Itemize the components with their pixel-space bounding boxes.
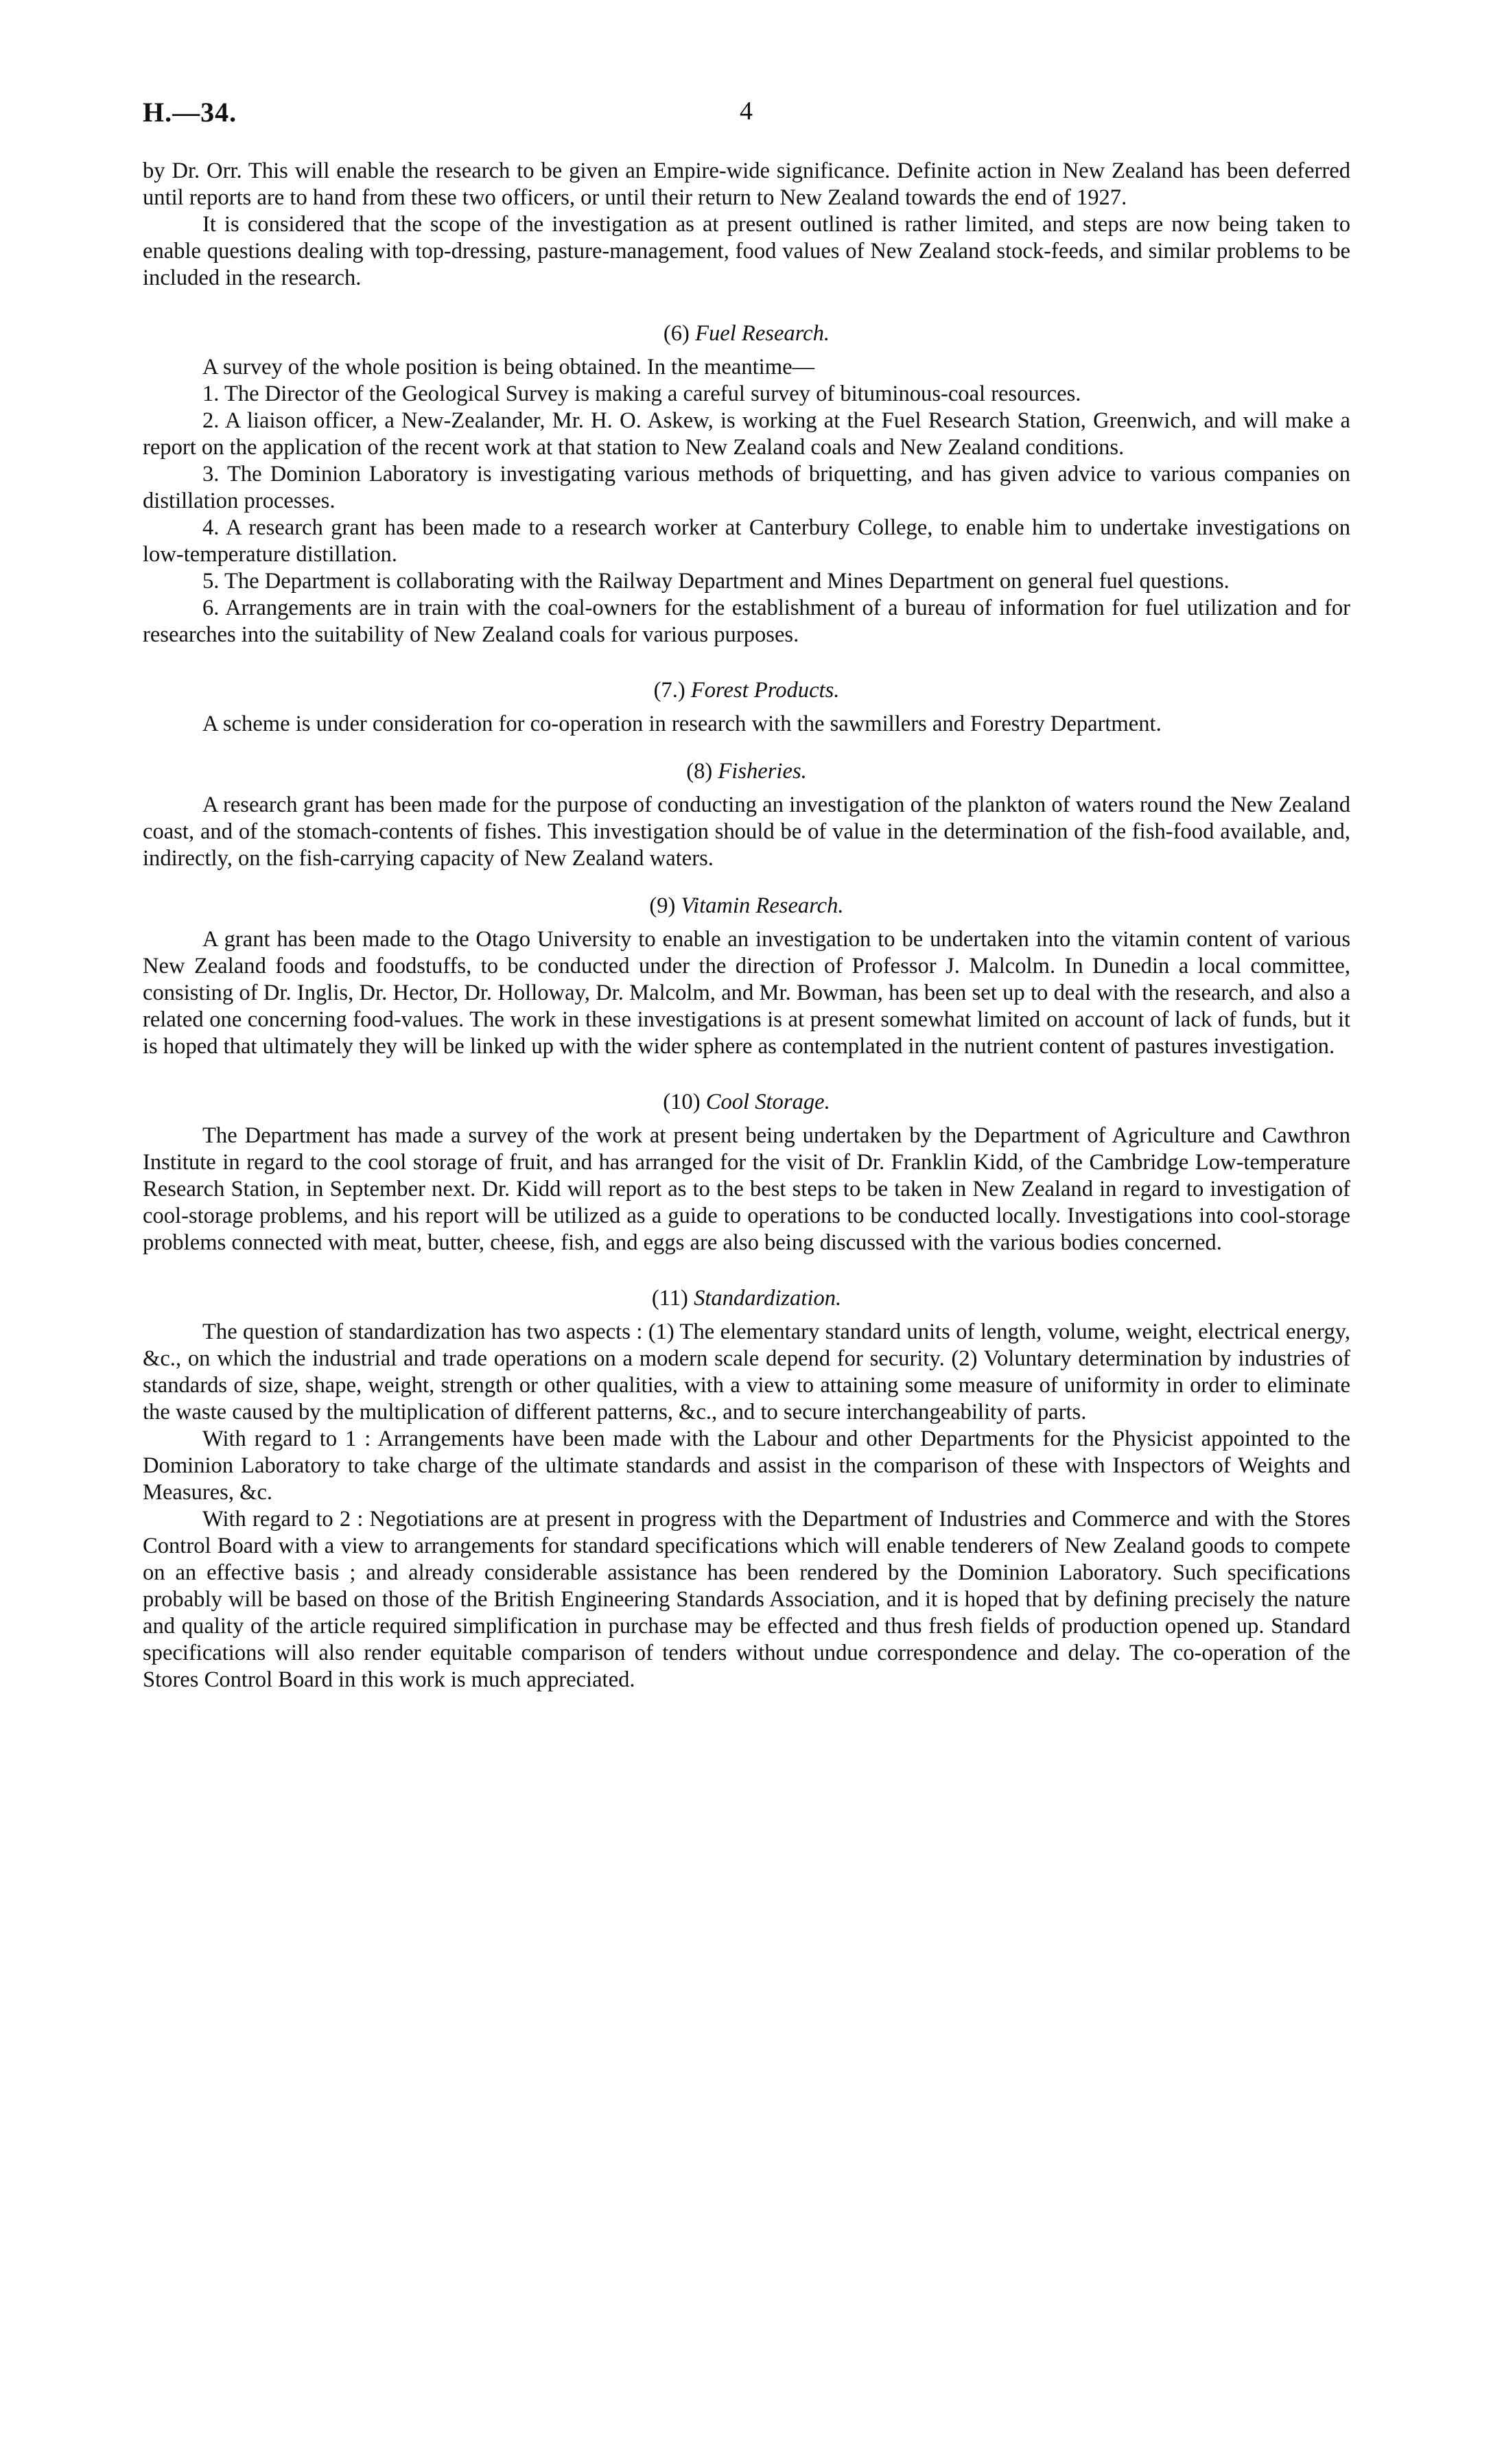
section-title: Vitamin Research. — [681, 893, 844, 918]
section-number: (11) — [651, 1286, 688, 1311]
list-item: 5. The Department is collaborating with the Railway Department and Mines Department on general fuel questions. — [202, 569, 1230, 594]
section-title: Fuel Research. — [695, 321, 830, 346]
section-title: Forest Products. — [690, 678, 840, 703]
intro-paragraph: by Dr. Orr. This will enable the research to be given an Empire-wide significance. Definite action in New Zealand has been deferred until reports are to hand from these two officers, or until their return to New Zealand towards the end of 1927. — [143, 159, 1350, 210]
list-item: 2. A liaison officer, a New-Zealander, Mr. H. O. Askew, is working at the Fuel Research Station, Greenwich, and will make a report on the application of the recent work at that station to New Zealand coals and New Zealand conditions. — [143, 408, 1350, 460]
section-paragraph: A grant has been made to the Otago University to enable an investigation to be undertaken into the vitamin content of various New Zealand foods and foodstuffs, to be conducted under the direction of Professor J. Malcolm. In Dunedin a local committee, consisting of Dr. Inglis, Dr. Hector, Dr. Holloway, Dr. Malcolm, and Mr. Bowman, has been set up to deal with the research, and also a related one concerning food-values. The work in these investigations is at present somewhat limited on account of lack of funds, but it is hoped that ultimately they will be linked up with the wider sphere as contemplated in the nutrient content of pastures investigation. — [143, 927, 1350, 1059]
section-paragraph: A scheme is under consideration for co-operation in research with the sawmillers and Forestry Department. — [202, 712, 1162, 736]
section-paragraph: With regard to 1 : Arrangements have been made with the Labour and other Departments for the Physicist appointed to the Dominion Laboratory to take charge of the ultimate standards and assist in the comparison of these with Inspectors of Weights and Measures, &c. — [143, 1427, 1350, 1505]
page-header — [143, 96, 1350, 133]
section-heading-vitamin-research — [143, 893, 1350, 919]
intro-paragraph: It is considered that the scope of the investigation as at present outlined is rather limited, and steps are now being taken to enable questions dealing with top-dressing, pasture-management, food values of New Zealand stock-feeds, and similar problems to be included in the research. — [143, 212, 1350, 290]
document-reference: H.—34. — [143, 97, 237, 128]
section-heading-fisheries — [143, 758, 1350, 785]
section-heading-cool-storage — [143, 1089, 1350, 1116]
section-title: Standardization. — [694, 1286, 842, 1311]
list-item: 4. A research grant has been made to a research worker at Canterbury College, to enable him to undertake investigations on low-temperature distillation. — [143, 515, 1350, 567]
section-paragraph: A research grant has been made for the purpose of conducting an investigation of the plankton of waters round the New Zealand coast, and of the stomach-contents of fishes. This investigation should be of value in the determination of the fish-food available, and, indirectly, on the fish-carrying capacity of New Zealand waters. — [143, 793, 1350, 871]
list-item: 3. The Dominion Laboratory is investigating various methods of briquetting, and has given advice to various companies on distillation processes. — [143, 462, 1350, 513]
section-number: (10) — [663, 1090, 701, 1114]
section-number: (7.) — [653, 678, 685, 703]
section-heading-standardization — [143, 1285, 1350, 1312]
list-item: 6. Arrangements are in train with the coal-owners for the establishment of a bureau of information for fuel utilization and for researches into the suitability of New Zealand coals for various purposes. — [143, 596, 1350, 647]
section-number: (6) — [663, 321, 690, 346]
section-title: Fisheries. — [718, 759, 807, 784]
document-page — [143, 96, 1350, 1693]
section-paragraph: The Department has made a survey of the work at present being undertaken by the Department of Agriculture and Cawthron Institute in regard to the cool storage of fruit, and has arranged for the visit of Dr. Franklin Kidd, of the Cambridge Low-temperature Research Station, in September next. Dr. Kidd will report as to the best steps to be taken in New Zealand in regard to investigation of cool-storage problems, and his report will be utilized as a guide to operations to be conducted locally. Investigations into cool-storage problems connected with meat, butter, cheese, fish, and eggs are also being discussed with the various bodies concerned. — [143, 1123, 1350, 1255]
section-number: (8) — [686, 759, 713, 784]
section-paragraph: The question of standardization has two aspects : (1) The elementary standard units of length, volume, weight, electrical energy, &c., on which the industrial and trade operations on a modern scale depend for security. (2) Voluntary determination by industries of standards of size, shape, weight, strength or other qualities, with a view to attaining some measure of uniformity in order to eliminate the waste caused by the multiplication of different patterns, &c., and to secure interchangeability of parts. — [143, 1319, 1350, 1424]
page-number: 4 — [740, 97, 753, 126]
section-heading-forest-products — [143, 677, 1350, 704]
section-paragraph: With regard to 2 : Negotiations are at present in progress with the Department of Industries and Commerce and with the Stores Control Board with a view to arrangements for standard specifications which will enable tenderers of New Zealand goods to compete on an effective basis ; and already considerable assistance has been rendered by the Dominion Laboratory. Such specifications probably will be based on those of the British Engineering Standards Association, and it is hoped that by defining precisely the nature and quality of the article required simplification in purchase may be effected and thus fresh fields of production opened up. Standard specifications will also render equitable comparison of tenders without undue correspondence and delay. The co-operation of the Stores Control Board in this work is much appreciated. — [143, 1507, 1350, 1692]
section-number: (9) — [649, 893, 676, 918]
section-title: Cool Storage. — [705, 1090, 830, 1114]
section-heading-fuel-research — [143, 320, 1350, 347]
list-item: 1. The Director of the Geological Survey is making a careful survey of bituminous-coal resources. — [202, 382, 1081, 406]
section-paragraph: A survey of the whole position is being obtained. In the meantime— — [202, 355, 815, 379]
